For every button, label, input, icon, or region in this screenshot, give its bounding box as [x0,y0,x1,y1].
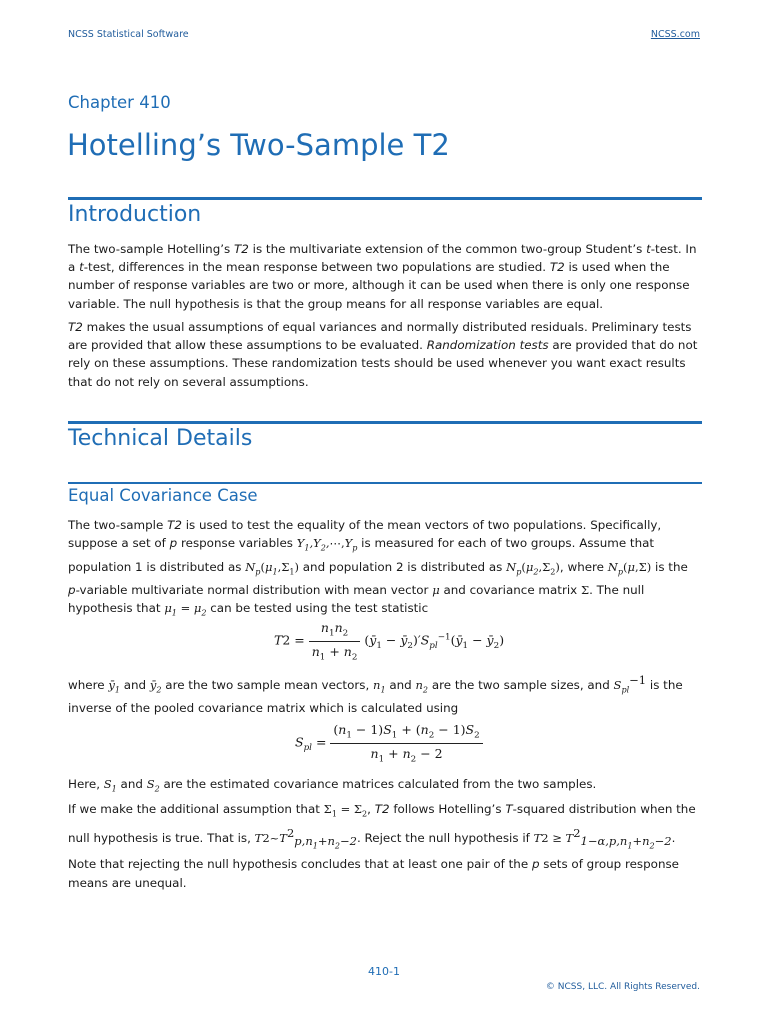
technical-paragraph-4: If we make the additional assumption that $\Sigma_1 = \Sigma_2$, T2 follows Hotelling’s T-squared distribution when the null hypothesis is true. That is, $T2\sim T^2_{p,n_1+n_2-2}$. Reject the null hypothesis if $T2 \ge T^2_{1-\alpha,p,n_1+n_2-2}$. Note that rejecting the null hypothesis concludes that at least one pair of the p sets of group response means are unequal. [68,802,696,890]
section-rule [68,421,702,424]
intro-paragraph-2: T2 makes the usual assumptions of equal variances and normally distributed residuals. Preliminary tests are provided that allow these assumptions to be evaluated. Randomization tests are provided that do not rely on these assumptions. These randomization tests should be used whenever you want exact results that do not rely on several assumptions. [68,320,698,389]
intro-paragraph-1: The two-sample Hotelling’s T2 is the multivariate extension of the common two-group Student’s t-test. In a t-test, differences in the mean response between two populations are studied. T2 is used when the number of response variables are two or more, although it can be used when there is only one response variable. The null hypothesis is that the group means for all response variables are equal. [68,242,697,311]
copyright-notice: © NCSS, LLC. All Rights Reserved. [545,982,700,992]
technical-paragraph-2: where $ȳ_1$ and $ȳ_2$ are the two sample mean vectors, $n_1$ and $n_2$ are the two sample sizes, and $S_{pl}^{-1}$ is the inverse of the pooled covariance matrix which is calculated using [68,673,683,716]
section-rule [68,197,702,200]
technical-paragraph-3: Here, $S_1$ and $S_2$ are the estimated covariance matrices calculated from the two samples. [68,777,597,794]
running-header-title: NCSS Statistical Software [68,29,189,40]
chapter-label: Chapter 410 [68,93,171,112]
section-heading-introduction: Introduction [68,202,202,227]
section-heading-technical-details: Technical Details [68,426,253,451]
page-title: Hotelling’s Two-Sample T2 [67,128,450,162]
subsection-heading-equal-covariance: Equal Covariance Case [68,486,258,505]
website-link[interactable]: NCSS.com [650,29,700,40]
subsection-rule [68,482,702,484]
page-number: 410-1 [368,965,400,978]
t2-statistic-equation: T2 = $\frac{n_1n_2}{n_1 + n_2}$ ($ȳ_1$ − $ȳ_2)'S_{pl}^{-1}(ȳ_1$ − $ȳ_2$) [274,620,505,662]
technical-paragraph-1: The two-sample T2 is used to test the equality of the mean vectors of two populations. Specifically, suppose a set of p response variables $Y_1,Y_2,\cdots,Y_p$ is measured for each of two groups. Assume that population 1 is distributed as $N_p(\mu_1,\Sigma_1)$ and population 2 is distributed as $N_p(\mu_2,\Sigma_2)$, where $N_p(\mu,\Sigma)$ is the p-variable multivariate normal distribution with mean vector μ and covariance matrix Σ. The null hypothesis that $\mu_1 = \mu_2$ can be tested using the test statistic [68,518,688,618]
pooled-covariance-equation: $S_{pl}$ = $\frac{(n_1 - 1)S_1 + (n_2 - 1)S_2}{n_1 + n_2 - 2}$ [295,722,483,764]
